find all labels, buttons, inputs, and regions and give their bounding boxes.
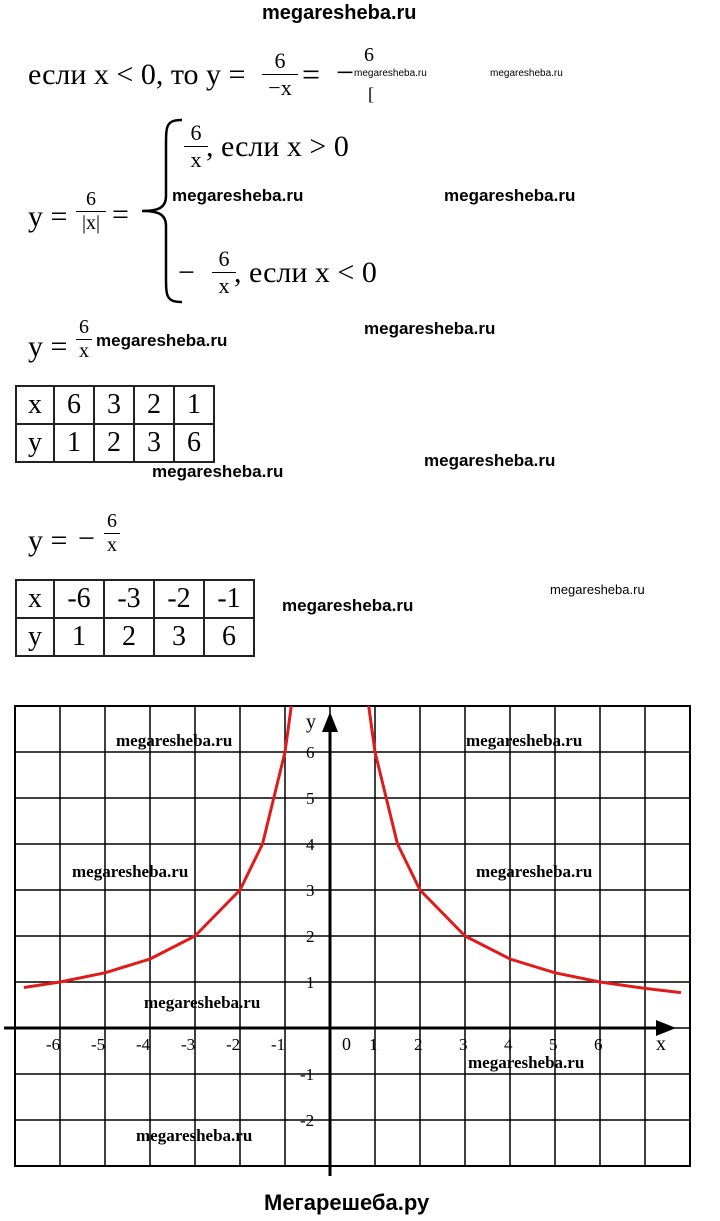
case2-num: 6 xyxy=(218,246,230,271)
x-tick-label: -4 xyxy=(136,1035,151,1054)
table-cell: 1 xyxy=(54,618,104,656)
func2-den: x xyxy=(107,534,117,556)
table-cell: y xyxy=(16,424,54,462)
func2-lhs: y = xyxy=(28,524,68,557)
x-tick-label: 5 xyxy=(549,1035,558,1054)
table-cell: -3 xyxy=(104,580,154,618)
table-cell: 2 xyxy=(134,386,174,424)
y-axis-label: y xyxy=(306,711,316,733)
func1-watermark: megaresheba.ru xyxy=(364,319,496,338)
graph-watermark: megaresheba.ru xyxy=(144,993,261,1012)
system-equals: = xyxy=(112,198,129,231)
header-watermark: megaresheba.ru xyxy=(262,2,417,24)
func1-den: x xyxy=(79,340,89,362)
system-lhs-den: |x| xyxy=(81,212,100,234)
case2-text: , если x < 0 xyxy=(234,256,377,289)
table-cell: 1 xyxy=(54,424,94,462)
y-tick-label: 3 xyxy=(306,881,315,900)
case1-fraction xyxy=(184,120,208,173)
x-tick-label: -2 xyxy=(226,1035,241,1054)
case1-den: x xyxy=(190,147,202,172)
func1-watermark: megaresheba.ru xyxy=(96,331,228,350)
grid xyxy=(15,706,690,1166)
system-lhs: y = xyxy=(28,200,68,233)
table-cell: 6 xyxy=(174,424,214,462)
table-cell: 6 xyxy=(54,386,94,424)
line1-equals: = xyxy=(302,56,321,92)
case1-text: , если x > 0 xyxy=(206,130,349,163)
table-cell: y xyxy=(16,618,54,656)
func2-num: 6 xyxy=(107,510,117,532)
line1-minus: − xyxy=(336,54,355,90)
x-tick-label: 3 xyxy=(459,1035,468,1054)
x-tick-label: -6 xyxy=(46,1035,61,1054)
line1-frac-den: −x xyxy=(268,75,292,100)
func1-watermark: megaresheba.ru xyxy=(424,451,556,470)
table-row xyxy=(16,386,214,424)
case2-minus: − xyxy=(178,256,195,289)
table-cell: -2 xyxy=(154,580,204,618)
origin-label: 0 xyxy=(342,1034,351,1054)
line1-tail-num: 6 xyxy=(364,44,374,66)
table-cell: 3 xyxy=(134,424,174,462)
x-tick-label: 6 xyxy=(594,1035,603,1054)
line1-frac-num: 6 xyxy=(274,48,286,73)
line1-watermark: megaresheba.ru xyxy=(490,68,563,79)
y-axis-arrow xyxy=(322,712,338,732)
line1-tail-den: [ xyxy=(368,84,374,104)
y-tick-label: 1 xyxy=(306,973,315,992)
graph-watermark: megaresheba.ru xyxy=(116,731,233,750)
x-tick-label: -5 xyxy=(91,1035,106,1054)
y-tick-label: 5 xyxy=(306,789,315,808)
system-lhs-fraction xyxy=(76,188,106,235)
func2-watermark: megaresheba.ru xyxy=(550,582,645,597)
line1-fraction xyxy=(262,48,298,101)
line1-prefix: если x < 0, то y = xyxy=(28,58,246,91)
table-cell: 6 xyxy=(204,618,254,656)
case2-den: x xyxy=(218,273,230,298)
table-cell: 3 xyxy=(94,386,134,424)
func1-fraction xyxy=(76,316,92,363)
func1-num: 6 xyxy=(79,316,89,338)
table-cell: 2 xyxy=(104,618,154,656)
x-tick-label: -1 xyxy=(271,1035,286,1054)
y-tick-label: 4 xyxy=(306,835,315,854)
system-watermark: megaresheba.ru xyxy=(444,186,576,205)
func1-lhs: y = xyxy=(28,330,68,363)
y-tick-label: 6 xyxy=(306,743,315,762)
table-row xyxy=(16,618,254,656)
table-cell: -1 xyxy=(204,580,254,618)
x-tick-label: -3 xyxy=(181,1035,196,1054)
graph-watermark: megaresheba.ru xyxy=(72,862,189,881)
graph-watermark: megaresheba.ru xyxy=(466,731,583,750)
hyperbola-graph xyxy=(0,690,720,1180)
line1-watermark: megaresheba.ru xyxy=(354,68,427,79)
x-tick-label: 4 xyxy=(504,1035,513,1054)
table-cell: -6 xyxy=(54,580,104,618)
x-tick-label: 2 xyxy=(414,1035,423,1054)
func2-value-table xyxy=(15,579,255,657)
graph-watermark: megaresheba.ru xyxy=(468,1053,585,1072)
y-tick-label: 2 xyxy=(306,927,315,946)
x-axis-label: x xyxy=(656,1033,666,1055)
func1-watermark: megaresheba.ru xyxy=(152,462,284,481)
system-watermark: megaresheba.ru xyxy=(172,186,304,205)
table-cell: x xyxy=(16,386,54,424)
footer-watermark: Мегарешеба.ру xyxy=(264,1190,430,1215)
case2-fraction xyxy=(212,246,236,299)
system-lhs-num: 6 xyxy=(86,188,96,210)
func1-value-table xyxy=(15,385,215,463)
table-row xyxy=(16,580,254,618)
table-cell: x xyxy=(16,580,54,618)
graph-watermark: megaresheba.ru xyxy=(476,862,593,881)
func2-minus: − xyxy=(78,522,95,555)
case1-num: 6 xyxy=(190,120,202,145)
func2-watermark: megaresheba.ru xyxy=(282,596,414,615)
func2-fraction xyxy=(104,510,120,557)
table-cell: 2 xyxy=(94,424,134,462)
x-tick-label: 1 xyxy=(369,1035,378,1054)
y-tick-label: -2 xyxy=(300,1111,315,1130)
table-cell: 3 xyxy=(154,618,204,656)
graph-watermark: megaresheba.ru xyxy=(136,1126,253,1145)
y-tick-label: -1 xyxy=(300,1065,315,1084)
table-cell: 1 xyxy=(174,386,214,424)
table-row xyxy=(16,424,214,462)
